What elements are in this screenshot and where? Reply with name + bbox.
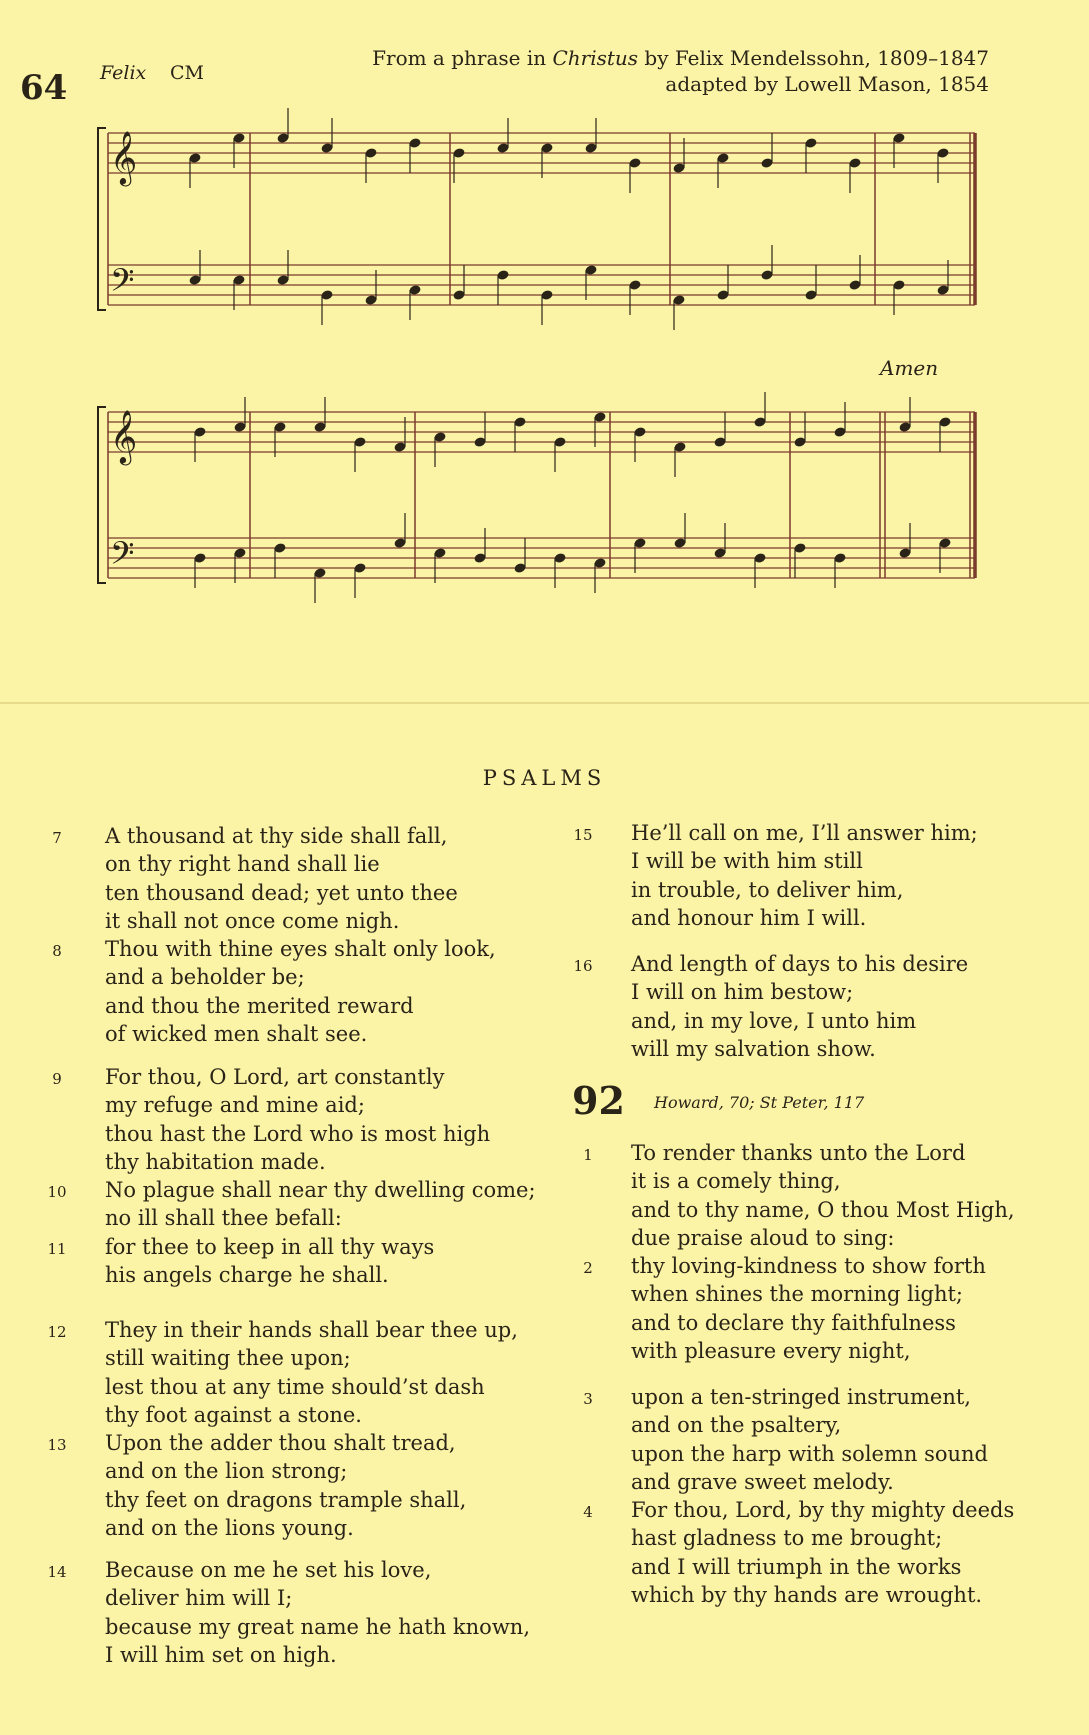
verse-line: when shines the morning light; (631, 1282, 964, 1307)
verse-line: and on the lions young. (105, 1515, 354, 1540)
verse-line: thy habitation made. (105, 1149, 326, 1174)
section-title: PSALMS (482, 766, 607, 790)
verse-line: my refuge and mine aid; (105, 1093, 365, 1118)
treble-clef-icon: 𝄞 (110, 130, 138, 184)
verse-line: Thou with thine eyes shalt only look, (105, 937, 496, 961)
verse-line: it is a comely thing, (631, 1169, 841, 1194)
verse-line: upon the harp with solemn sound (631, 1441, 988, 1466)
psalm-tunes: Howard, 70; St Peter, 117 (654, 1093, 865, 1112)
verse-line: upon a ten-stringed instrument, (631, 1385, 971, 1409)
verse-line: I will him set on high. (105, 1642, 337, 1667)
verse-number: 12 (47, 1323, 67, 1341)
tune-number: 64 (20, 68, 68, 108)
verse-line: Upon the adder thou shalt tread, (105, 1431, 456, 1455)
verse-line: and grave sweet melody. (631, 1469, 894, 1494)
verse-number: 7 (52, 829, 62, 847)
bass-clef-icon: 𝄢 (110, 262, 135, 306)
verse-line: it shall not once come nigh. (105, 908, 400, 933)
verse-line: ten thousand dead; yet unto thee (105, 880, 458, 905)
verse-line: for thee to keep in all thy ways (105, 1235, 435, 1259)
verse-line: and, in my love, I unto him (631, 1008, 917, 1033)
verse-line: no ill shall thee befall: (105, 1206, 342, 1231)
verse-line: He’ll call on me, I’ll answer him; (631, 821, 978, 845)
verse-line: hast gladness to me brought; (631, 1526, 943, 1551)
tune-attribution-line2: adapted by Lowell Mason, 1854 (665, 72, 989, 96)
tune-name: Felix (100, 62, 147, 84)
verse-number: 2 (583, 1259, 593, 1277)
verse-line: I will on him bestow; (631, 980, 854, 1005)
system-brace (98, 128, 106, 310)
verse-line: in trouble, to deliver him, (631, 877, 904, 902)
bass-clef-icon: 𝄢 (110, 535, 135, 579)
verse-line: and honour him I will. (631, 905, 867, 930)
verse-line: will my salvation show. (631, 1036, 876, 1061)
verse-line: thou hast the Lord who is most high (105, 1121, 491, 1146)
verse-number: 8 (52, 942, 62, 960)
verse-line: A thousand at thy side shall fall, (105, 824, 448, 848)
system-brace (98, 407, 106, 583)
verse-line: on thy right hand shall lie (105, 852, 380, 877)
verse-number: 3 (583, 1390, 593, 1408)
verse-line: and thou the merited reward (105, 993, 414, 1018)
verse-line: and to thy name, O thou Most High, (631, 1197, 1015, 1222)
verse-number: 10 (47, 1183, 67, 1201)
verse-line: with pleasure every night, (631, 1338, 911, 1363)
verse-line: thy feet on dragons trample shall, (105, 1487, 467, 1512)
verse-line: deliver him will I; (105, 1586, 293, 1611)
verse-line: For thou, Lord, by thy mighty deeds (631, 1498, 1015, 1522)
verse-line: To render thanks unto the Lord (631, 1141, 966, 1165)
verse-line: of wicked men shalt see. (105, 1021, 368, 1046)
verse-line: and on the lion strong; (105, 1459, 348, 1484)
verse-number: 16 (573, 957, 593, 975)
attribution-prefix: From a phrase in (372, 46, 553, 70)
amen-label: Amen (880, 356, 939, 380)
treble-clef-icon: 𝄞 (110, 409, 138, 463)
verse-number: 13 (47, 1436, 67, 1454)
tune-meter: CM (170, 62, 204, 84)
music-score (0, 0, 1089, 640)
verse-line: thy loving-kindness to show forth (631, 1254, 986, 1278)
verse-line: which by thy hands are wrought. (631, 1582, 983, 1607)
verse-line: and I will triumph in the works (631, 1554, 962, 1579)
verse-number: 11 (47, 1240, 67, 1258)
verse-number: 4 (583, 1503, 593, 1521)
verse-line: still waiting thee upon; (105, 1346, 351, 1371)
verse-line: due praise aloud to sing: (631, 1225, 895, 1250)
attribution-work: Christus (552, 46, 639, 70)
verse-number: 9 (52, 1070, 62, 1088)
verse-line: and on the psaltery, (631, 1413, 842, 1438)
verse-number: 14 (47, 1563, 67, 1581)
verse-number: 15 (573, 826, 593, 844)
verse-line: and to declare thy faithfulness (631, 1310, 956, 1335)
attribution-suffix: by Felix Mendelssohn, 1809–1847 (638, 46, 989, 70)
verse-line: thy foot against a stone. (105, 1402, 362, 1427)
verse-number: 1 (583, 1146, 593, 1164)
verse-line: They in their hands shall bear thee up, (105, 1318, 518, 1342)
page-fold (0, 702, 1089, 704)
verse-line: And length of days to his desire (631, 952, 969, 976)
verse-line: For thou, O Lord, art constantly (105, 1065, 445, 1089)
verse-line: Because on me he set his love, (105, 1558, 432, 1582)
verse-line: and a beholder be; (105, 965, 305, 990)
verse-line: No plague shall near thy dwelling come; (105, 1178, 536, 1202)
verse-line: his angels charge he shall. (105, 1263, 389, 1288)
verse-line: because my great name he hath known, (105, 1614, 530, 1639)
psalm-number: 92 (572, 1078, 625, 1123)
verse-line: I will be with him still (631, 849, 863, 874)
verse-line: lest thou at any time should’st dash (105, 1374, 485, 1399)
